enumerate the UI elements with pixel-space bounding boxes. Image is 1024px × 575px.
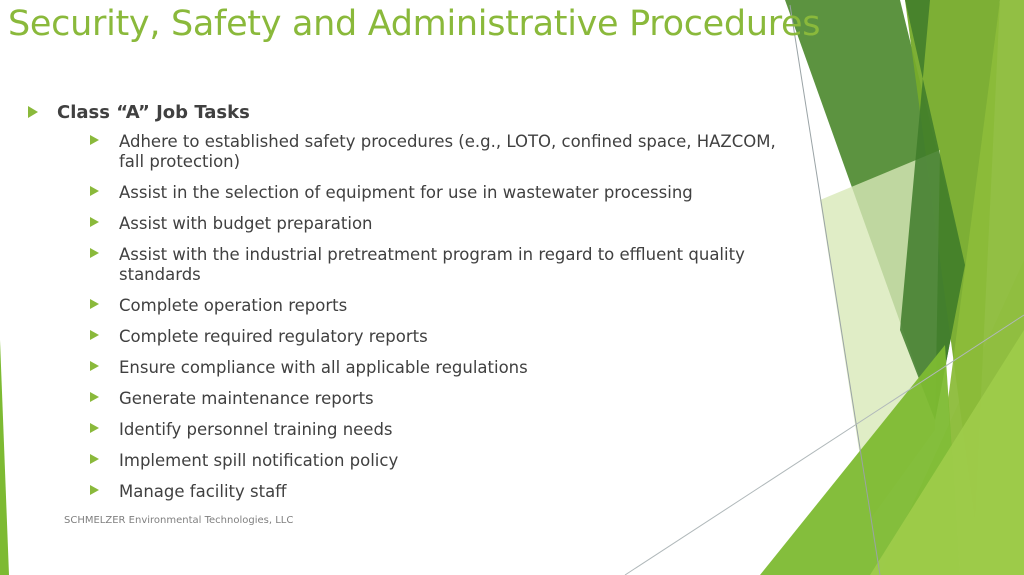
shape-left-edge xyxy=(0,340,9,575)
section-bullet xyxy=(28,100,788,502)
triangle-bullet-icon xyxy=(90,392,99,402)
list-item xyxy=(90,245,788,285)
bullet-list xyxy=(28,100,788,513)
section-heading: Class “A” Job Tasks xyxy=(57,102,250,123)
list-item xyxy=(90,183,788,203)
list-item xyxy=(90,214,788,234)
sub-bullet-list xyxy=(57,132,788,502)
list-item-text: Identify personnel training needs xyxy=(119,420,393,439)
list-item xyxy=(90,327,788,347)
triangle-bullet-icon xyxy=(90,361,99,371)
triangle-bullet-icon xyxy=(90,186,99,196)
list-item-text: Manage facility staff xyxy=(119,482,287,501)
list-item xyxy=(90,358,788,378)
list-item-text: Implement spill notification policy xyxy=(119,451,399,470)
triangle-bullet-icon xyxy=(90,248,99,258)
list-item xyxy=(90,296,788,316)
triangle-bullet-icon xyxy=(28,106,38,118)
list-item-text: Adhere to established safety procedures (e.g., LOTO, confined space, HAZCOM, fall protection) xyxy=(119,132,776,171)
triangle-bullet-icon xyxy=(90,135,99,145)
slide-title: Security, Safety and Administrative Procedures xyxy=(8,4,821,44)
list-item-text: Generate maintenance reports xyxy=(119,389,374,408)
triangle-bullet-icon xyxy=(90,299,99,309)
triangle-bullet-icon xyxy=(90,217,99,227)
list-item-text: Assist with the industrial pretreatment program in regard to effluent quality standards xyxy=(119,245,745,284)
list-item-text: Ensure compliance with all applicable regulations xyxy=(119,358,528,377)
list-item xyxy=(90,389,788,409)
list-item-text: Assist in the selection of equipment for use in wastewater processing xyxy=(119,183,693,202)
footer-text: SCHMELZER Environmental Technologies, LLC xyxy=(64,515,294,526)
list-item xyxy=(90,451,788,471)
list-item xyxy=(90,132,788,172)
list-item xyxy=(90,482,788,502)
list-item-text: Complete operation reports xyxy=(119,296,348,315)
list-item-text: Complete required regulatory reports xyxy=(119,327,428,346)
list-item xyxy=(90,420,788,440)
triangle-bullet-icon xyxy=(90,485,99,495)
triangle-bullet-icon xyxy=(90,330,99,340)
triangle-bullet-icon xyxy=(90,423,99,433)
list-item-text: Assist with budget preparation xyxy=(119,214,373,233)
triangle-bullet-icon xyxy=(90,454,99,464)
